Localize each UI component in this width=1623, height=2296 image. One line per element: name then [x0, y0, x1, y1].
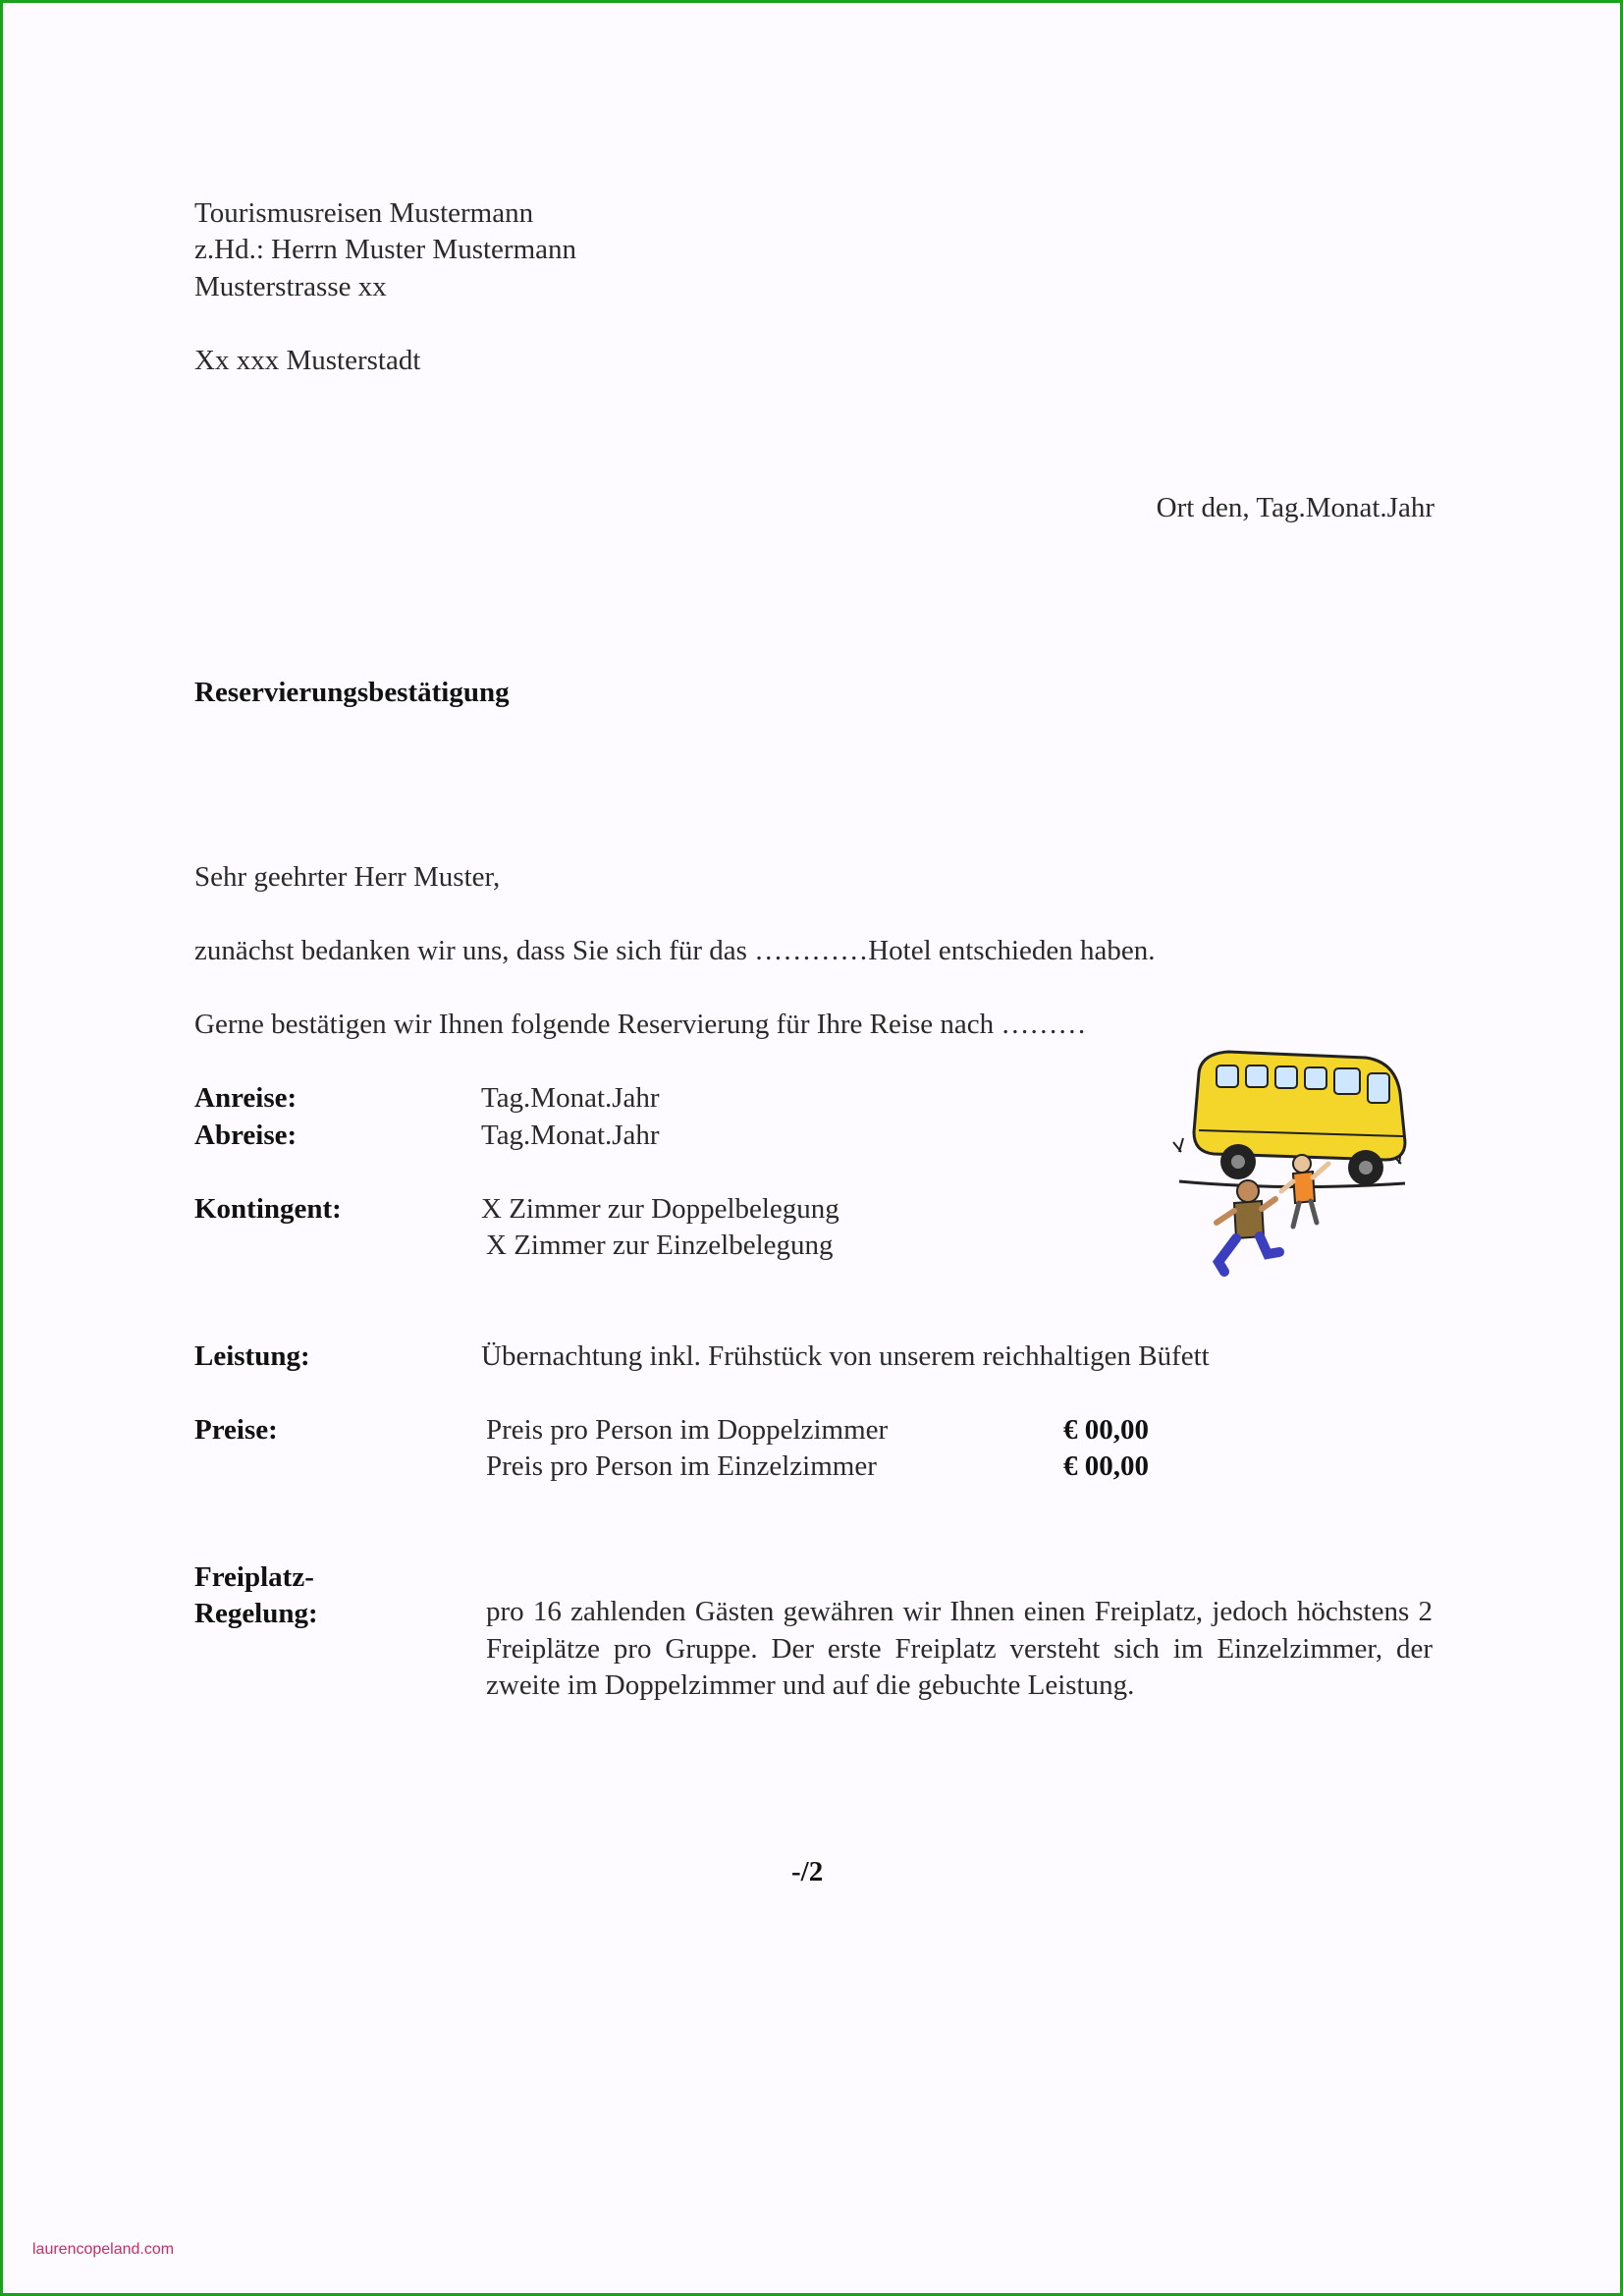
free-place-text: pro 16 zahlenden Gästen gewähren wir Ihnen einen Freiplatz, jedoch höchstens 2 Freiplätze pro Gruppe. Der erste Freiplatz versteht sich im Einzelzimmer, der zweite im Doppelzimmer und auf die gebuchte Leistung. — [486, 1596, 1433, 1701]
date-line: Ort den, Tag.Monat.Jahr — [1156, 492, 1434, 523]
subject-line: Reservierungsbestätigung — [194, 677, 510, 708]
price-double-label: Preis pro Person im Doppelzimmer — [486, 1414, 889, 1446]
service-value: Übernachtung inkl. Frühstück von unserem reichhaltigen Büfett — [481, 1340, 1210, 1372]
price-single-label: Preis pro Person im Einzelzimmer — [486, 1450, 877, 1482]
price-single-value: € 00,00 — [1063, 1450, 1149, 1482]
paragraph-thanks: zunächst bedanken wir uns, dass Sie sich für das …………Hotel entschieden haben. — [194, 935, 1156, 966]
price-double-value: € 00,00 — [1063, 1414, 1149, 1446]
watermark-text: laurencopeland.com — [32, 2241, 175, 2258]
contingent-label: Kontingent: — [194, 1193, 342, 1225]
free-label-2: Regelung: — [194, 1598, 318, 1629]
school-bus-icon — [1169, 1044, 1415, 1289]
recipient-attention: z.Hd.: Herrn Muster Mustermann — [194, 234, 576, 265]
recipient-city: Xx xxx Musterstadt — [194, 345, 421, 376]
paragraph-confirm: Gerne bestätigen wir Ihnen folgende Reservierung für Ihre Reise nach ……… — [194, 1009, 1087, 1040]
prices-label: Preise: — [194, 1414, 278, 1446]
service-label: Leistung: — [194, 1340, 310, 1372]
recipient-street: Musterstrasse xx — [194, 271, 387, 302]
departure-value: Tag.Monat.Jahr — [481, 1120, 660, 1151]
page-marker: -/2 — [791, 1856, 824, 1887]
arrival-value: Tag.Monat.Jahr — [481, 1082, 660, 1114]
recipient-company: Tourismusreisen Mustermann — [194, 197, 534, 229]
salutation: Sehr geehrter Herr Muster, — [194, 861, 501, 893]
free-label-1: Freiplatz- — [194, 1561, 314, 1593]
contingent-double: X Zimmer zur Doppelbelegung — [481, 1193, 839, 1225]
arrival-label: Anreise: — [194, 1082, 298, 1114]
contingent-single: X Zimmer zur Einzelbelegung — [486, 1230, 834, 1261]
departure-label: Abreise: — [194, 1120, 298, 1151]
